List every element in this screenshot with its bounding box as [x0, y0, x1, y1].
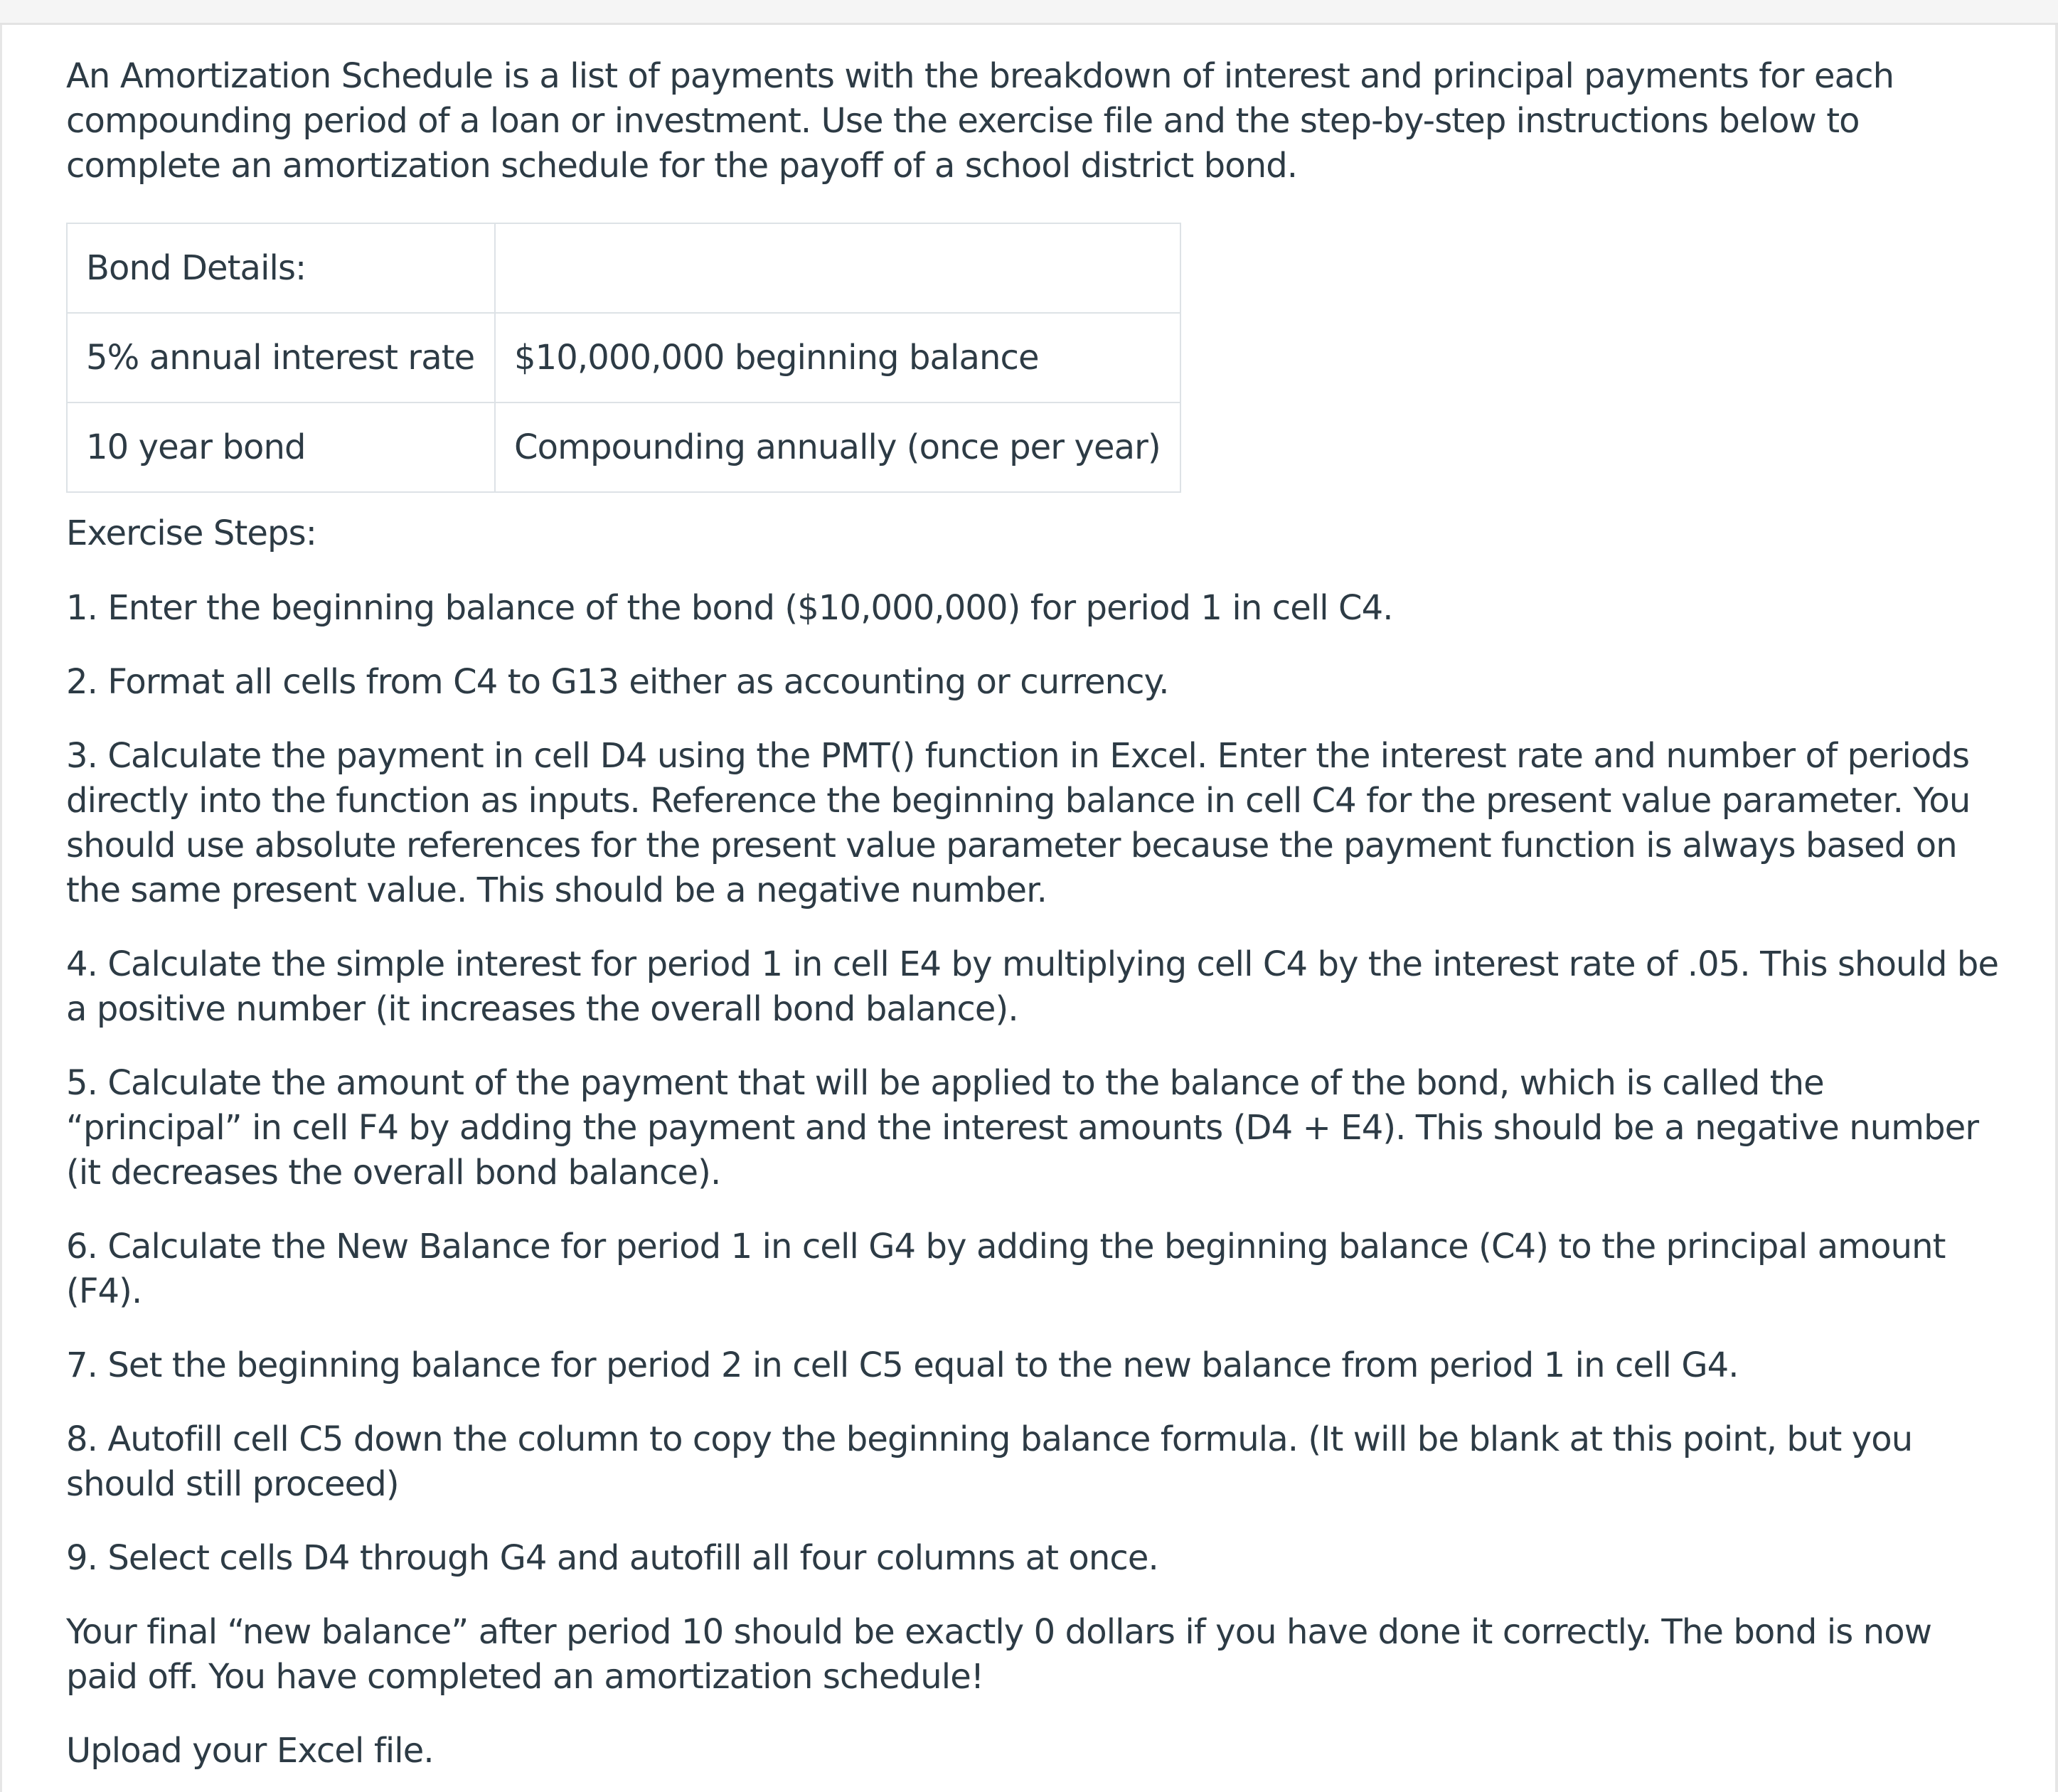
step-2: 2. Format all cells from C4 to G13 either as accounting or currency. [66, 662, 1169, 702]
table-cell: 5% annual interest rate [67, 313, 495, 402]
right-scroll-edge [2055, 25, 2058, 1792]
intro-paragraph: An Amortization Schedule is a list of payments with the breakdown of interest and principal payments for each compounding period of a loan or investment. Use the exercise file and the step-by-step instructions below to complete an amortization schedule for the payoff of a school district bond. [66, 56, 1894, 186]
step-5: 5. Calculate the amount of the payment that will be applied to the balance of the bond, which is called the “principal” in cell F4 by adding the payment and the interest amounts (D4 + E4). This should be a negative number (it decreases the overall bond balance). [66, 1063, 1979, 1193]
step-3: 3. Calculate the payment in cell D4 using the PMT() function in Excel. Enter the interest rate and number of periods directly into the function as inputs. Reference the beginning balance in cell C4 for the present value parameter. You should use absolute references for the present value parameter because the payment function is always based on the same present value. This should be a negative number. [66, 736, 1971, 910]
table-cell: Compounding annually (once per year) [495, 402, 1180, 492]
assignment-body [66, 54, 2000, 1774]
left-border [0, 25, 2, 1792]
steps-heading: Exercise Steps: [66, 513, 316, 553]
table-row [67, 313, 1180, 402]
step-8: 8. Autofill cell C5 down the column to copy the beginning balance formula. (It will be blank at this point, but you should still proceed) [66, 1419, 1913, 1504]
top-bar [0, 0, 2058, 25]
step-1: 1. Enter the beginning balance of the bond ($10,000,000) for period 1 in cell C4. [66, 588, 1393, 628]
table-row [67, 223, 1180, 313]
table-cell [495, 223, 1180, 313]
step-4: 4. Calculate the simple interest for period 1 in cell E4 by multiplying cell C4 by the interest rate of .05. This should be a positive number (it increases the overall bond balance). [66, 944, 1999, 1029]
table-cell: $10,000,000 beginning balance [495, 313, 1180, 402]
conclusion-paragraph: Your final “new balance” after period 10 should be exactly 0 dollars if you have done it correctly. The bond is now paid off. You have completed an amortization schedule! [66, 1612, 1932, 1697]
table-cell: Bond Details: [67, 223, 495, 313]
step-6: 6. Calculate the New Balance for period 1 in cell G4 by adding the beginning balance (C4) to the principal amount (F4). [66, 1227, 1946, 1311]
step-7: 7. Set the beginning balance for period 2 in cell C5 equal to the new balance from period 1 in cell G4. [66, 1345, 1739, 1385]
bond-details-table [66, 223, 1181, 493]
upload-instruction: Upload your Excel file. [66, 1731, 434, 1771]
table-cell: 10 year bond [67, 402, 495, 492]
table-row [67, 402, 1180, 492]
step-9: 9. Select cells D4 through G4 and autofill all four columns at once. [66, 1538, 1158, 1578]
